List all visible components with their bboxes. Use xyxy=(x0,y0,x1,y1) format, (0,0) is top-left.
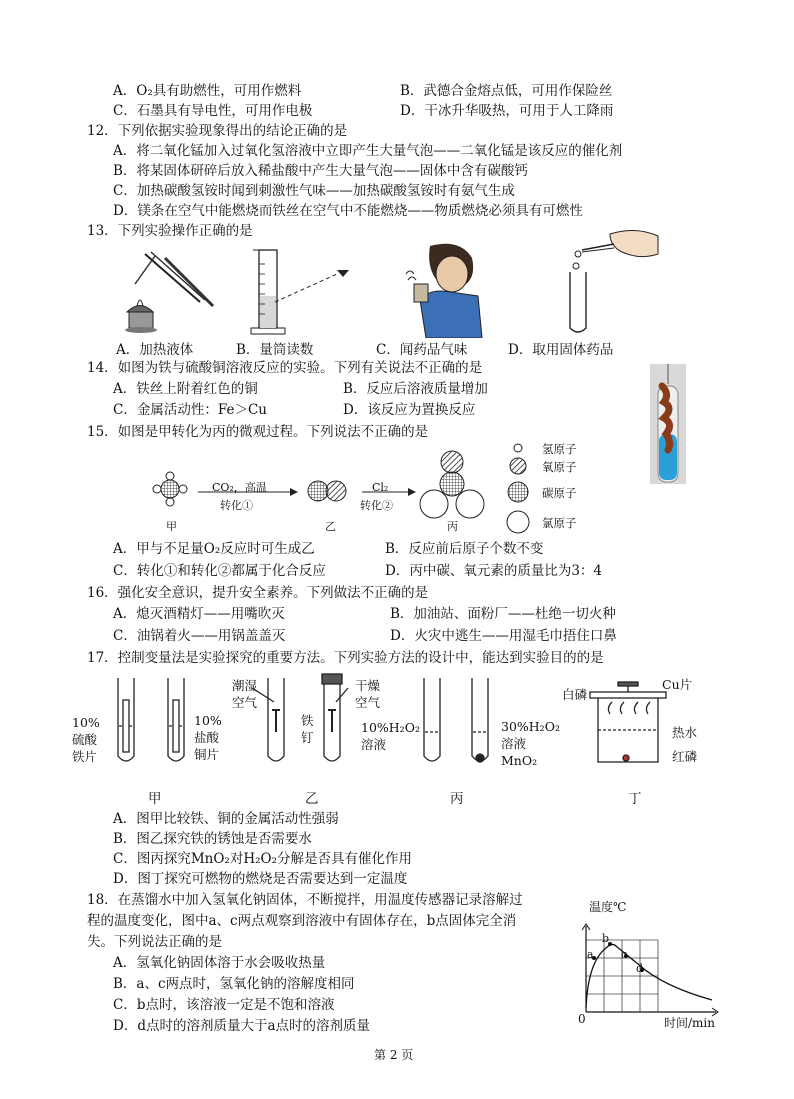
q18-option-c: C．b点时，该溶液一定是不饱和溶液 xyxy=(113,997,335,1013)
iron-copper-sulfate-photo xyxy=(650,364,686,484)
yi-nail-l2: 钉 xyxy=(301,730,314,745)
arrow1-condition: CO₂，高温 xyxy=(212,481,267,494)
q11-option-a: A．O₂具有助燃性，可用作燃料 xyxy=(113,83,302,99)
legend-h-icon xyxy=(514,444,522,452)
q16-option-a: A．熄灭酒精灯——用嘴吹灭 xyxy=(113,606,285,622)
jia-left-l1: 10% xyxy=(72,715,100,730)
q17-option-a: A．图甲比较铁、铜的金属活动性强弱 xyxy=(113,811,339,827)
q13-option-d: D．取用固体药品 xyxy=(508,342,614,358)
arrow2-label: 转化② xyxy=(360,499,393,512)
q12-option-a: A．将二氧化锰加入过氧化氢溶液中立即产生大量气泡——二氧化锰是该反应的催化剂 xyxy=(113,143,623,159)
point-d-label: d xyxy=(636,962,644,975)
q18-stem-line1: 18．在蒸馏水中加入氢氧化钠固体，不断搅拌，用温度传感器记录溶解过 xyxy=(87,892,523,908)
q15-option-d: D．丙中碳、氧元素的质量比为3：4 xyxy=(385,563,603,579)
ding-red-label: 红磷 xyxy=(672,749,698,764)
q16-option-d: D．火灾中逃生——用湿毛巾捂住口鼻 xyxy=(390,628,617,644)
q15-option-c: C．转化①和转化②都属于化合反应 xyxy=(113,563,326,579)
jia-right-l3: 铜片 xyxy=(194,747,220,762)
yi-right-l2: 空气 xyxy=(355,695,381,710)
point-b-label: b xyxy=(602,932,610,945)
q14-stem: 14．如图为铁与硫酸铜溶液反应的实验。下列有关说法不正确的是 xyxy=(87,360,483,376)
jia-right-l1: 10% xyxy=(194,713,222,728)
page-number: 第 2 页 xyxy=(374,1048,414,1062)
bing-left-l1: 10%H₂O₂ xyxy=(361,720,420,735)
caption-yi: 乙 xyxy=(305,791,319,807)
solid-reagent-figure xyxy=(550,224,662,336)
label-jia: 甲 xyxy=(166,520,177,533)
caption-ding: 丁 xyxy=(628,791,642,807)
bing-left-l2: 溶液 xyxy=(361,737,387,752)
molecule-yi xyxy=(308,481,346,501)
q13-stem: 13．下列实验操作正确的是 xyxy=(87,223,253,239)
q13-option-a: A．加热液体 xyxy=(116,342,194,358)
legend-c-icon xyxy=(508,482,528,502)
exp-bing xyxy=(424,678,488,762)
bing-right-l2: 溶液 xyxy=(501,736,527,751)
q15-option-a: A．甲与不足量O₂反应时可生成乙 xyxy=(113,541,315,557)
exp-yi xyxy=(252,674,348,761)
q14-option-d: D．该反应为置换反应 xyxy=(343,402,476,418)
arrow1-label: 转化① xyxy=(220,499,253,512)
bing-right-l1: 30%H₂O₂ xyxy=(501,719,560,734)
q16-stem: 16．强化安全意识，提升安全素养。下列做法不正确的是 xyxy=(87,585,429,601)
q16-option-b: B．加油站、面粉厂——杜绝一切火种 xyxy=(390,606,616,622)
legend-cl-label: 氯原子 xyxy=(542,516,577,530)
jia-left-l2: 硫酸 xyxy=(72,732,98,747)
yi-nail-l1: 铁 xyxy=(301,713,314,728)
ding-water-label: 热水 xyxy=(672,725,698,740)
yi-left-l1: 潮湿 xyxy=(232,678,258,693)
molecule-jia xyxy=(153,472,187,506)
q15-option-b: B．反应前后原子个数不变 xyxy=(385,541,544,557)
q18-option-d: D．d点时的溶剂质量大于a点时的溶剂质量 xyxy=(113,1018,371,1034)
legend-c-label: 碳原子 xyxy=(542,486,577,500)
jia-right-l2: 盐酸 xyxy=(194,730,220,745)
q15-stem: 15．如图是甲转化为丙的微观过程。下列说法不正确的是 xyxy=(87,424,429,440)
q12-option-c: C．加热碳酸氢铵时闻到刺激性气味——加热碳酸氢铵时有氨气生成 xyxy=(113,183,515,199)
q13-option-c: C．闻药品气味 xyxy=(376,342,468,358)
q17-stem: 17．控制变量法是实验探究的重要方法。下列实验方法的设计中，能达到实验目的的是 xyxy=(87,650,604,666)
q12-option-b: B．将某固体研碎后放入稀盐酸中产生大量气泡——固体中含有碳酸钙 xyxy=(113,163,528,179)
q12-stem: 12．下列依据实验现象得出的结论正确的是 xyxy=(87,123,348,139)
graduated-cylinder-figure xyxy=(245,244,360,336)
yi-right-l1: 干燥 xyxy=(355,678,381,693)
q18-stem-line3: 失。下列说法正确的是 xyxy=(87,934,222,950)
q18-stem-line2: 程的温度变化，图中a、c两点观察到溶液中有固体存在，b点固体完全消 xyxy=(87,913,517,929)
q14-option-a: A．铁丝上附着红色的铜 xyxy=(113,381,258,397)
q17-option-d: D．图丁探究可燃物的燃烧是否需要达到一定温度 xyxy=(113,871,408,887)
q17-option-c: C．图丙探究MnO₂对H₂O₂分解是否具有催化作用 xyxy=(113,851,412,867)
heating-liquid-figure xyxy=(115,244,225,336)
legend-h-label: 氢原子 xyxy=(542,442,577,456)
legend-o-icon xyxy=(510,458,526,474)
q18-option-a: A．氢氧化钠固体溶于水会吸收热量 xyxy=(113,955,326,971)
graph-ylabel: 温度℃ xyxy=(589,900,627,914)
q18-option-b: B．a、c两点时，氢氧化钠的溶解度相同 xyxy=(113,976,355,992)
q14-option-b: B．反应后溶液质量增加 xyxy=(343,381,488,397)
caption-bing: 丙 xyxy=(450,791,464,807)
exp-jia xyxy=(118,678,184,761)
label-bing: 丙 xyxy=(447,520,458,533)
legend-cl-icon xyxy=(507,511,529,533)
caption-jia: 甲 xyxy=(148,791,162,807)
q11-option-b: B．武德合金熔点低，可用作保险丝 xyxy=(400,83,613,99)
point-a-label: a xyxy=(587,948,594,961)
q11-option-d: D．干冰升华吸热，可用于人工降雨 xyxy=(400,103,614,119)
q11-option-c: C．石墨具有导电性，可用作电极 xyxy=(113,103,313,119)
bing-right-l3: MnO₂ xyxy=(501,753,538,768)
ding-cu-label: Cu片 xyxy=(662,677,693,692)
smelling-figure xyxy=(390,240,490,338)
arrow2-condition: Cl₂ xyxy=(372,481,389,494)
jia-left-l3: 铁片 xyxy=(72,749,98,764)
ding-white-label: 白磷 xyxy=(562,687,588,702)
q12-option-d: D．镁条在空气中能燃烧而铁丝在空气中不能燃烧——物质燃烧必须具有可燃性 xyxy=(113,203,583,219)
legend-o-label: 氧原子 xyxy=(542,460,577,474)
point-c-label: c xyxy=(621,948,628,961)
graph-xlabel: 时间/min xyxy=(664,1016,715,1030)
q14-option-c: C．金属活动性：Fe＞Cu xyxy=(113,402,267,418)
graph-origin: 0 xyxy=(578,1012,586,1026)
q16-option-c: C．油锅着火——用锅盖盖灭 xyxy=(113,628,286,644)
label-yi: 乙 xyxy=(325,520,336,533)
molecule-bing xyxy=(420,451,484,518)
q13-option-b: B．量筒读数 xyxy=(236,342,314,358)
yi-left-l2: 空气 xyxy=(232,695,258,710)
exp-ding xyxy=(590,682,666,762)
q17-option-b: B．图乙探究铁的锈蚀是否需要水 xyxy=(113,831,312,847)
